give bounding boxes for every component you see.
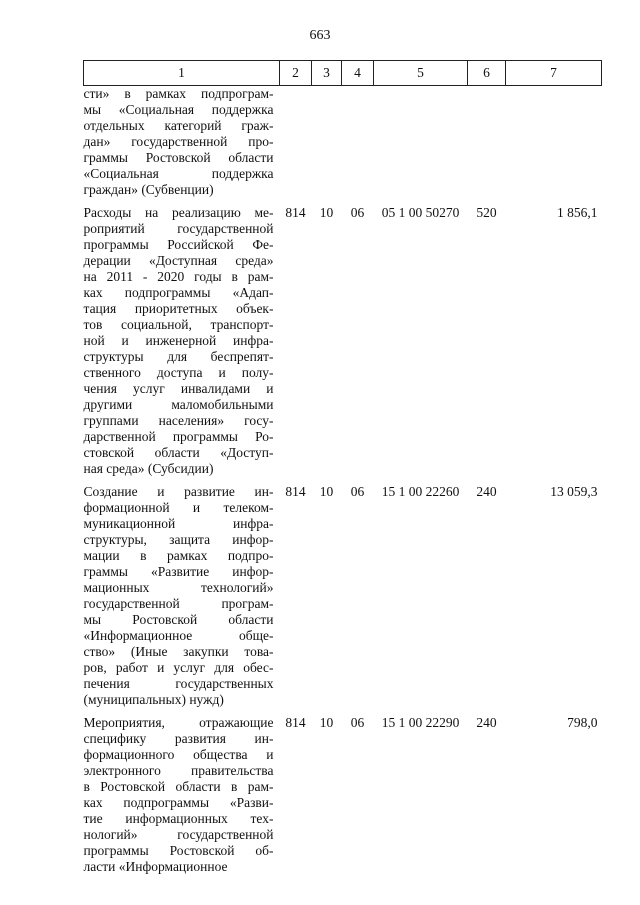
description-line: программы Российской Фе- [83, 237, 274, 252]
subsection-code: 06 [350, 715, 365, 730]
description-line: специфику развития ин- [83, 731, 274, 746]
description-line: ках подпрограммы «Разви- [83, 795, 274, 810]
column-header-7: 7 [506, 61, 602, 86]
subsection-code: 06 [350, 205, 365, 220]
description-line: отдельных категорий граж- [83, 118, 274, 133]
description-line: мационных технологий» [83, 580, 274, 595]
column-header-5: 5 [374, 61, 468, 86]
expense-type-code: 520 [476, 205, 497, 220]
target-article-code: 15 1 00 22260 [381, 484, 460, 499]
ministry-code: 814 [285, 205, 306, 220]
description-line: дан» государственной про- [83, 134, 274, 149]
description-line: «Социальная поддержка [83, 166, 274, 181]
ministry-code: 814 [285, 715, 306, 730]
section-code: 10 [319, 715, 334, 730]
table-header-row [84, 61, 602, 86]
description-line: формационного общества и [83, 747, 274, 762]
column-header-3: 3 [312, 61, 342, 86]
description-line: граммы Ростовской области [83, 150, 274, 165]
table-row [84, 205, 602, 484]
description-line: сти» в рамках подпрограм- [83, 86, 274, 101]
ministry-code [280, 86, 312, 206]
description-line: формационной и телеком- [83, 500, 274, 515]
page-number: 663 [309, 28, 331, 43]
description-line: Создание и развитие ин- [83, 484, 274, 499]
description-line: другими маломобильными [83, 397, 274, 412]
description-line: ная среда» (Субсидии) [83, 461, 214, 476]
section-code [312, 86, 342, 206]
amount: 1 856,1 [557, 205, 598, 220]
description-line: стовской области «Доступ- [83, 445, 274, 460]
description-line: структуры, защита инфор- [83, 532, 274, 547]
target-article-code: 05 1 00 50270 [381, 205, 460, 220]
column-header-6: 6 [468, 61, 506, 86]
description-line: в Ростовской области в рам- [83, 779, 274, 794]
amount [506, 86, 602, 206]
target-article-code [374, 86, 468, 206]
row-description [84, 205, 280, 484]
table-row [84, 86, 602, 206]
description-line: тие информационных тех- [83, 811, 274, 826]
description-line: государственной програм- [83, 596, 274, 611]
subsection-code: 06 [350, 484, 365, 499]
description-line: мации в рамках подпро- [83, 548, 274, 563]
description-line: ной и инженерной инфра- [83, 333, 274, 348]
expense-type-code: 240 [476, 484, 497, 499]
description-line: дарственной программы Ро- [83, 429, 274, 444]
description-line: тов социальной, транспорт- [83, 317, 274, 332]
description-line: на 2011 - 2020 годы в рам- [83, 269, 274, 284]
description-line: Расходы на реализацию ме- [83, 205, 274, 220]
target-article-code: 15 1 00 22290 [381, 715, 460, 730]
description-line: Мероприятия, отражающие [83, 715, 274, 730]
column-header-1: 1 [84, 61, 280, 86]
column-header-2: 2 [280, 61, 312, 86]
description-line: тация приоритетных объек- [83, 301, 274, 316]
description-line: чения услуг инвалидами и [83, 381, 274, 396]
description-line: электронного правительства [83, 763, 274, 778]
description-line: мы Ростовской области [83, 612, 274, 627]
description-line: структуры для беспрепят- [83, 349, 274, 364]
section-code: 10 [319, 484, 334, 499]
description-line: ственного доступа и полу- [83, 365, 274, 380]
row-description [84, 484, 280, 715]
description-line: ров, работ и услуг для обес- [83, 660, 274, 675]
amount: 13 059,3 [550, 484, 598, 499]
description-line: группами населения» госу- [83, 413, 274, 428]
row-description [84, 86, 280, 206]
expense-type-code: 240 [476, 715, 497, 730]
table-row [84, 715, 602, 882]
description-line: «Информационное обще- [83, 628, 274, 643]
description-line: ство» (Иные закупки това- [83, 644, 274, 659]
section-code: 10 [319, 205, 334, 220]
subsection-code [342, 86, 374, 206]
description-line: ласти «Информационное [83, 859, 228, 874]
ministry-code: 814 [285, 484, 306, 499]
description-line: мы «Социальная поддержка [83, 102, 274, 117]
description-line: программы Ростовской об- [83, 843, 274, 858]
budget-table [83, 60, 602, 882]
table-row [84, 484, 602, 715]
description-line: роприятий государственной [83, 221, 274, 236]
amount: 798,0 [567, 715, 598, 730]
expense-type-code [468, 86, 506, 206]
description-line: нологий» государственной [83, 827, 274, 842]
description-line: дерации «Доступная среда» [83, 253, 274, 268]
description-line: ках подпрограммы «Адап- [83, 285, 274, 300]
column-header-4: 4 [342, 61, 374, 86]
description-line: печения государственных [83, 676, 274, 691]
row-description [84, 715, 280, 882]
description-line: (муниципальных) нужд) [83, 692, 224, 707]
description-line: граммы «Развитие инфор- [83, 564, 274, 579]
description-line: граждан» (Субвенции) [83, 182, 214, 197]
description-line: муникационной инфра- [83, 516, 274, 531]
